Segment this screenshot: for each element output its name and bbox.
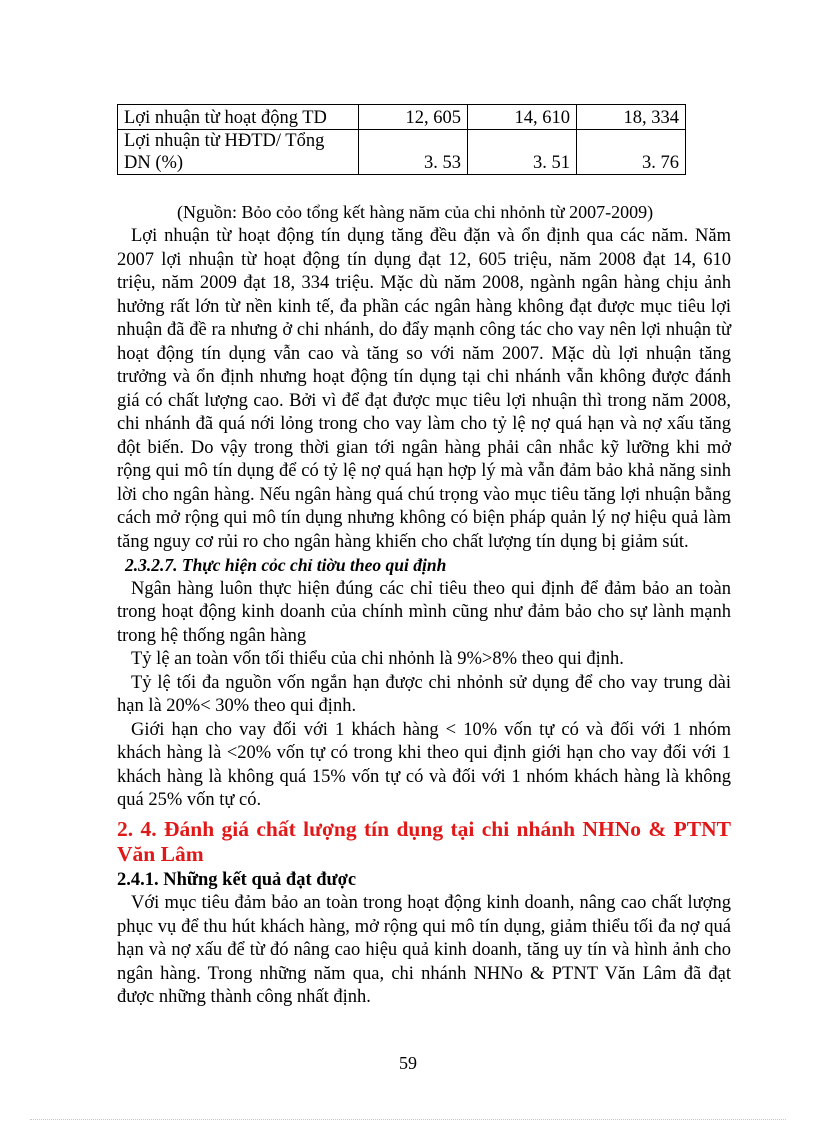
value-2008: 3. 51: [468, 130, 577, 175]
subsection-heading-results: 2.4.1. Những kết quả đạt được: [117, 869, 357, 890]
page-number: 59: [399, 1053, 417, 1073]
section-heading: 2. 4. Đánh giá chất lượng tín dụng tại chi nhánh NHNo & PTNT Văn Lâm: [117, 816, 731, 866]
paragraph-short-term-capital: Tỷ lệ tối đa nguồn vốn ngắn hạn được chi nhỏnh sử dụng để cho vay trung dài hạn là 20%< 30% theo qui định.: [117, 672, 731, 716]
page-divider: [30, 1119, 786, 1120]
paragraph-achievements: Với mục tiêu đảm bảo an toàn trong hoạt động kinh doanh, nâng cao chất lượng phục vụ để thu hút khách hàng, mở rộng qui mô tín dụng, giảm thiểu tối đa nợ quá hạn và nợ xấu để từ đó nâng cao hiệu quả kinh doanh, tăng uy tín và hình ảnh cho ngân hàng. Trong những năm qua, chi nhánh NHNo & PTNT Văn Lâm đã đạt được những thành công nhất định.: [117, 893, 731, 1007]
subsection-heading: 2.3.2.7. Thực hiện cỏc chỉ tiờu theo qui định: [125, 555, 447, 575]
table-row: [118, 130, 686, 175]
row-label: Lợi nhuận từ HĐTD/ Tổng DN (%): [118, 130, 359, 175]
paragraph-lending-limits: Giới hạn cho vay đối với 1 khách hàng < 10% vốn tự có và đối với 1 nhóm khách hàng là <20% vốn tự có trong khi theo qui định giới hạn cho vay đối với 1 khách hàng là không quá 15% vốn tự có và đối với 1 nhóm khách hàng là không quá 25% vốn tự có.: [117, 719, 731, 810]
value-2007: 12, 605: [359, 105, 468, 130]
value-2009: 18, 334: [577, 105, 686, 130]
body-text: [117, 225, 731, 1010]
value-2007: 3. 53: [359, 130, 468, 175]
paragraph-profit-analysis: Lợi nhuận từ hoạt động tín dụng tăng đều đặn và ổn định qua các năm. Năm 2007 lợi nhuận từ hoạt động tín dụng đạt 12, 605 triệu, năm 2008 đạt 14, 610 triệu, năm 2009 đạt 18, 334 triệu. Mặc dù năm 2008, ngành ngân hàng chịu ảnh hưởng rất lớn từ nền kinh tế, đa phần các ngân hàng không đạt được mục tiêu lợi nhuận đã đề ra nhưng ở chi nhánh, do đẩy mạnh công tác cho vay nên lợi nhuận từ hoạt động tín dụng vẫn cao và tăng so với năm 2007. Mặc dù lợi nhuận tăng trưởng và ổn định nhưng hoạt động tín dụng tại chi nhánh vẫn không được đánh giá có chất lượng cao. Bởi vì để đạt được mục tiêu lợi nhuận thì trong năm 2008, chi nhánh đã quá nới lỏng trong cho vay làm cho tỷ lệ nợ quá hạn và nợ xấu tăng đột biến. Do vậy trong thời gian tới ngân hàng phải cân nhắc kỹ lưỡng khi mở rộng qui mô tín dụng để có tỷ lệ nợ quá hạn hợp lý mà vẫn đảm bảo khả năng sinh lời cho ngân hàng. Nếu ngân hàng quá chú trọng vào mục tiêu tăng lợi nhuận bằng cách mở rộng qui mô tín dụng nhưng không có biện pháp quản lý nợ hiệu quả làm tăng nguy cơ rủi ro cho ngân hàng khiến cho chất lượng tín dụng bị giảm sút.: [117, 226, 731, 552]
value-2008: 14, 610: [468, 105, 577, 130]
paragraph-compliance: Ngân hàng luôn thực hiện đúng các chỉ tiêu theo qui định để đảm bảo an toàn trong hoạt động kinh doanh của chính mình cũng như đảm bảo cho sự lành mạnh trong hệ thống ngân hàng: [117, 578, 731, 646]
paragraph-capital-ratio: Tỷ lệ an toàn vốn tối thiểu của chi nhỏnh là 9%>8% theo qui định.: [131, 649, 624, 669]
row-label: Lợi nhuận từ hoạt động TD: [118, 105, 359, 130]
table-source-note: (Nguồn: Bỏo cỏo tổng kết hàng năm của chi nhỏnh từ 2007-2009): [177, 202, 654, 222]
table-row: [118, 105, 686, 130]
value-2009: 3. 76: [577, 130, 686, 175]
profit-table: [117, 104, 686, 175]
